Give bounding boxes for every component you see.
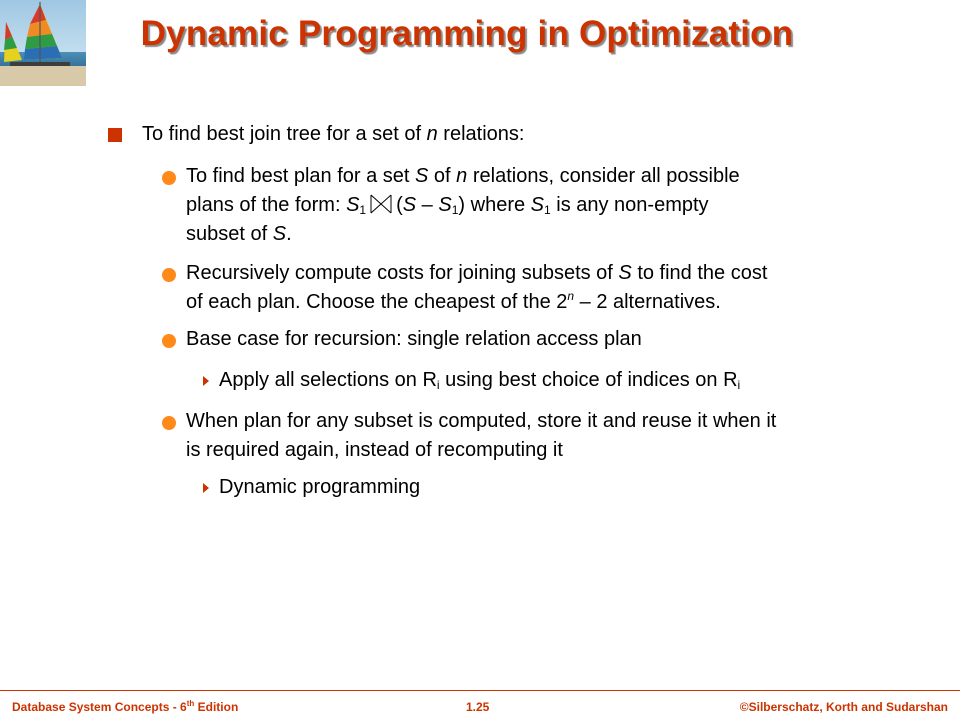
bullet-item: When plan for any subset is computed, store it and reuse it when it is required again, instead of recomputing it <box>186 410 777 461</box>
footer-book-title: Database System Concepts - 6th Edition <box>12 699 239 714</box>
bullet-item: Apply all selections on $R_i$ using best choice of indices on $R_i$ <box>219 369 741 392</box>
bullet-item: Recursively compute costs for joining subsets of S to find the cost of each plan. Choose the cheapest of the 2$^n$ – 2 alternatives. <box>186 262 768 313</box>
arrow-bullet-icon <box>203 376 209 386</box>
circle-bullet-icon <box>162 416 176 430</box>
bullet-item: To find best plan for a set S of n relations, consider all possible plans of the form: $S_1$ $(S - S_1)$ where $S_1$ is any non-empty subset of S. <box>186 165 740 245</box>
circle-bullet-icon <box>162 171 176 185</box>
bullet-item: To find best join tree for a set of n relations: <box>142 123 525 145</box>
footer-copyright: ©Silberschatz, Korth and Sudarshan <box>739 700 948 714</box>
footer-page-number: 1.25 <box>466 700 490 714</box>
slide-title: Dynamic Programming in Optimization <box>140 14 794 53</box>
circle-bullet-icon <box>162 268 176 282</box>
footer-divider <box>0 690 960 691</box>
bullet-item: Base case for recursion: single relation access plan <box>186 328 642 350</box>
square-bullet-icon <box>108 128 122 142</box>
bullet-item: Dynamic programming <box>219 476 421 498</box>
arrow-bullet-icon <box>203 483 209 493</box>
circle-bullet-icon <box>162 334 176 348</box>
join-symbol-icon <box>370 194 392 214</box>
